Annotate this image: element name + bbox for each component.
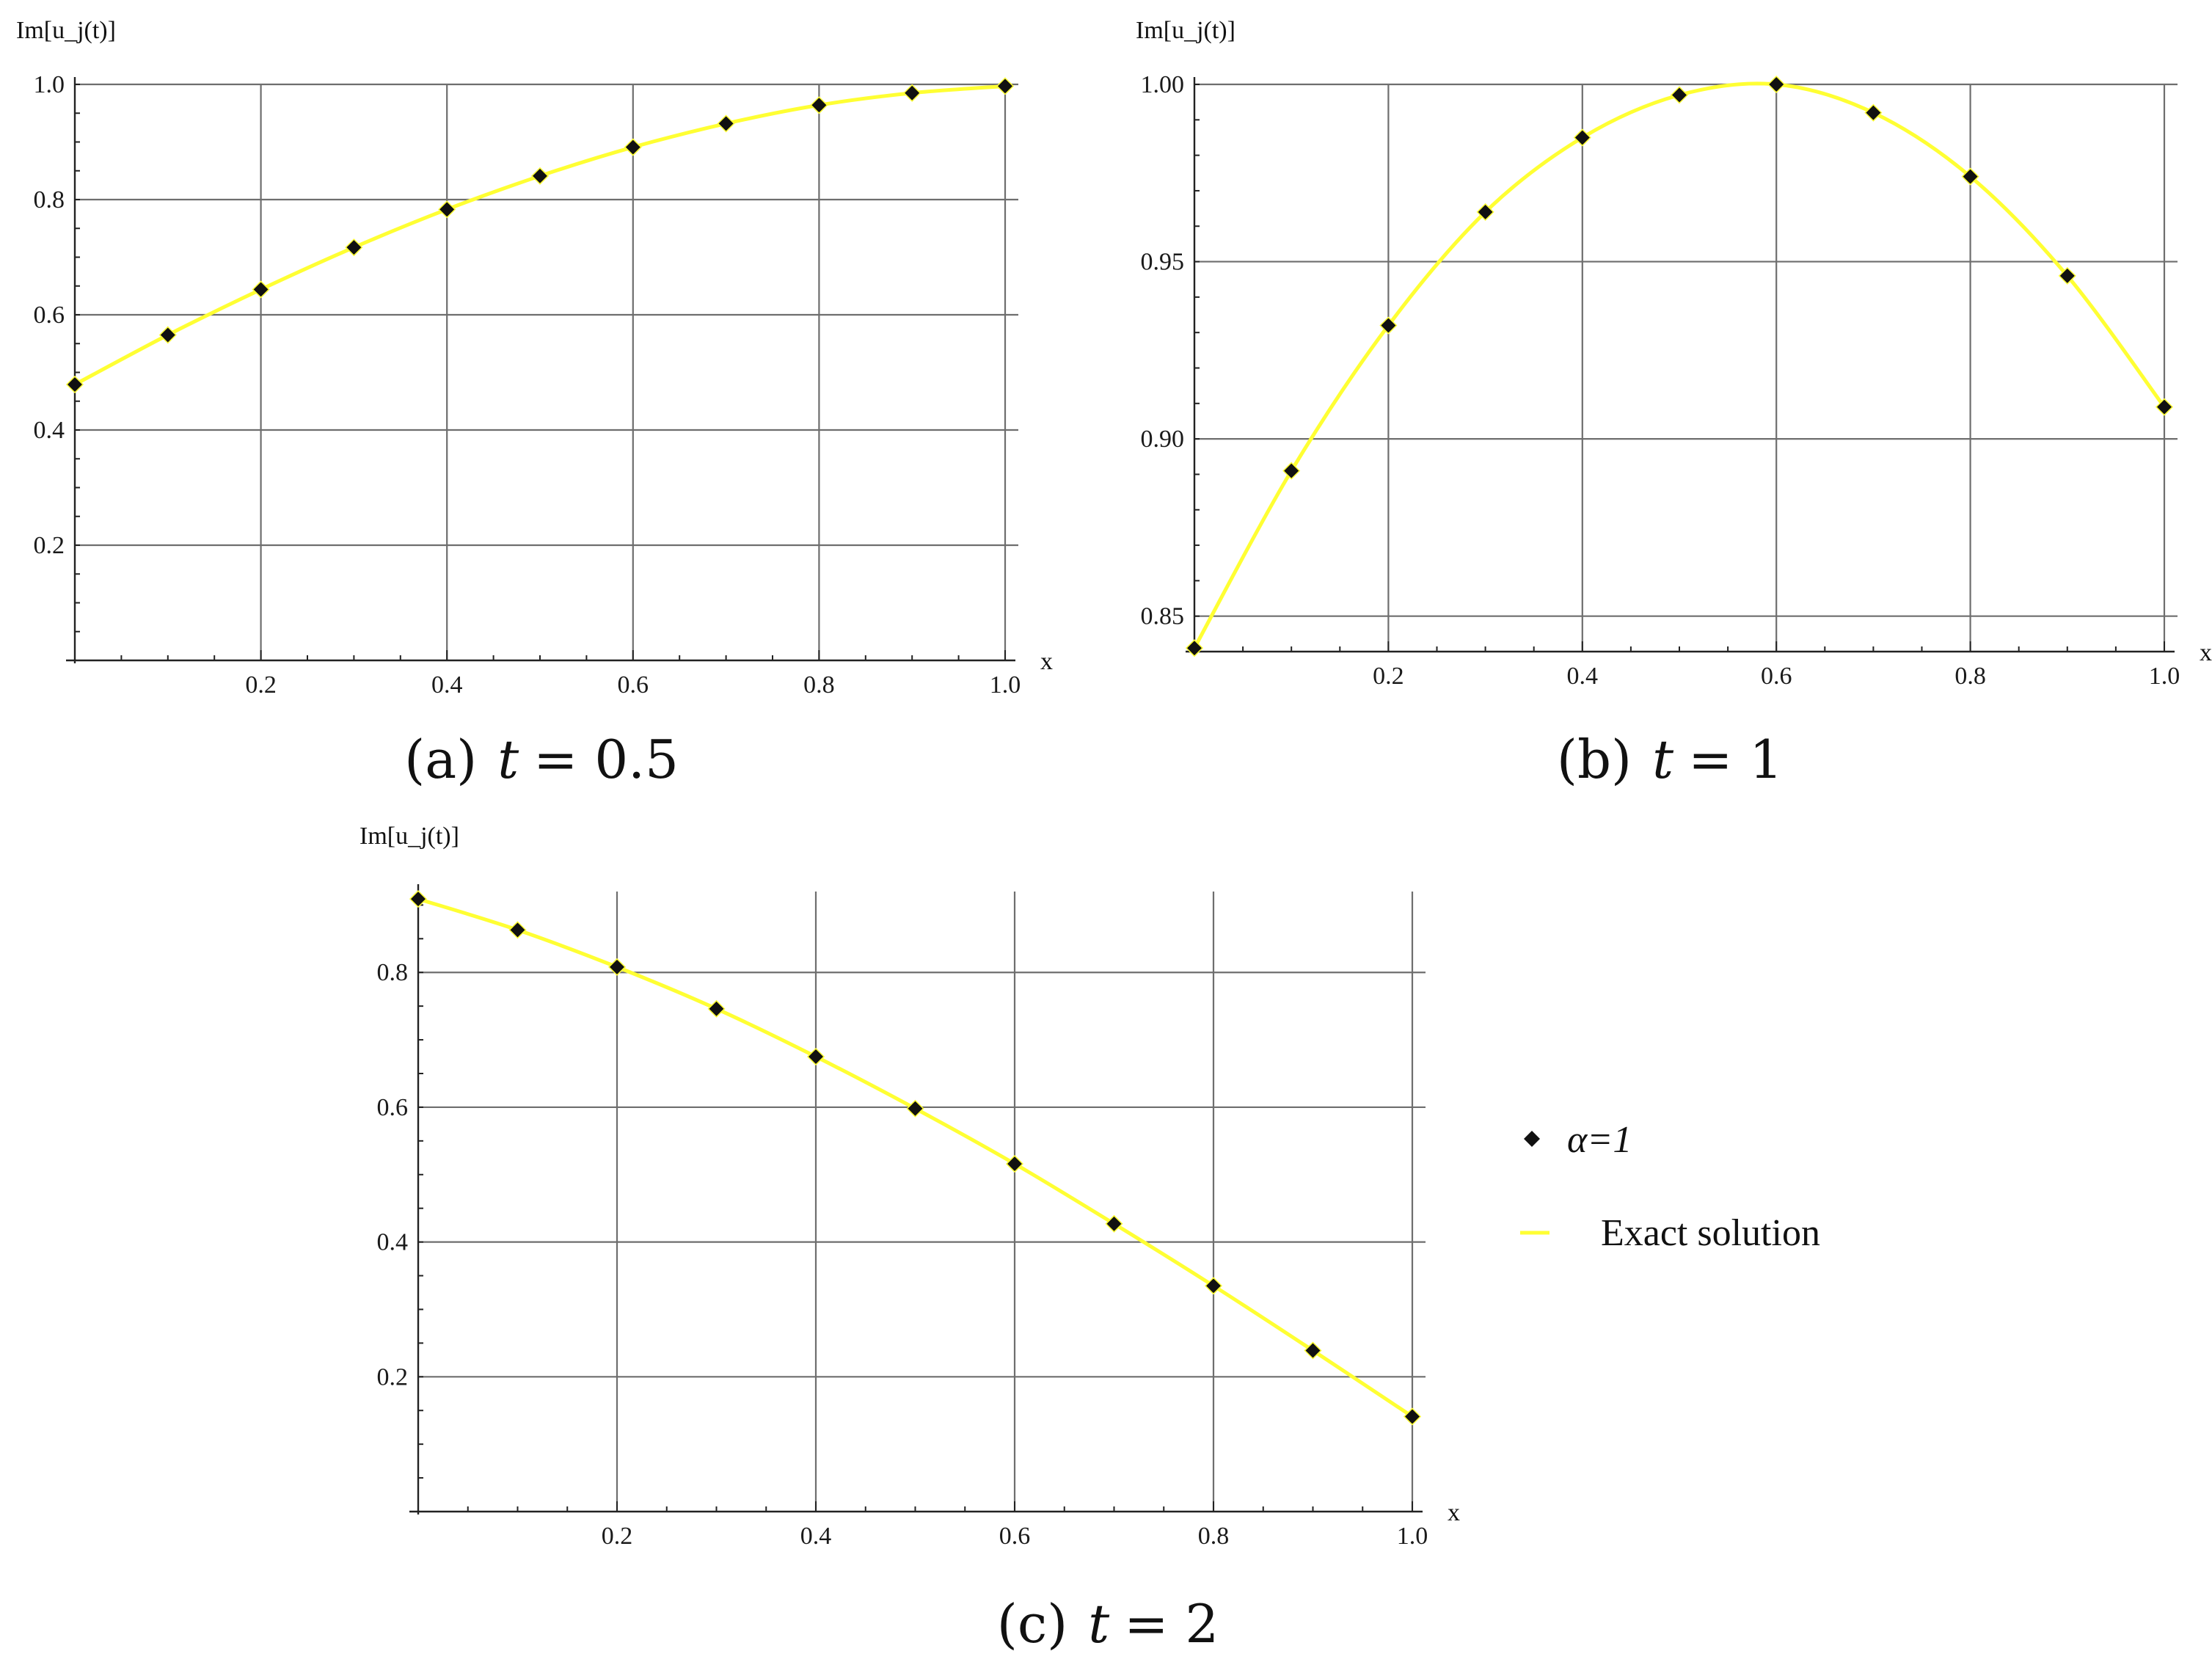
y-tick-label: 0.2 [376,1363,408,1391]
x-tick-label: 0.6 [1760,663,1792,690]
data-point-0-6 [1007,1156,1023,1172]
caption-var: t [1652,729,1674,790]
x-tick-label: 0.4 [800,1523,832,1550]
y-axis-label: Im[u_j(t)] [1136,17,1235,44]
data-point-0-6 [625,139,641,156]
data-point-0-2 [253,281,269,297]
y-tick-label: 0.8 [33,186,65,214]
data-point-0-5 [908,1101,924,1117]
y-tick-label: 0.95 [1140,248,1184,276]
data-point-0-4 [439,201,455,217]
x-tick-label: 0.4 [1566,663,1599,690]
data-point-0-4 [1574,129,1591,145]
data-point-0-4 [808,1049,824,1065]
y-tick-label: 0.85 [1140,602,1184,630]
series-line-1 [418,899,1412,1416]
caption-eq: = 1 [1688,729,1784,790]
data-point-0-9 [904,85,920,101]
data-point-0-0 [410,891,426,907]
panel-caption [997,1593,1219,1655]
data-point-0-3 [709,1001,725,1017]
x-tick-label: 0.2 [1373,663,1404,690]
series-line-1 [1194,84,2164,648]
panel-caption [404,729,679,790]
data-point-0-5 [1671,87,1687,103]
caption-eq: = 0.5 [533,729,679,790]
x-tick-label: 0.6 [617,671,649,699]
data-point-0-10 [997,78,1013,94]
legend [1520,1119,1820,1254]
y-axis-label: Im[u_j(t)] [16,17,116,44]
data-point-0-8 [811,97,827,113]
caption-prefix: (c) [996,1593,1068,1655]
legend-diamond-icon [1524,1131,1540,1147]
x-axis-label: x [1448,1499,1460,1526]
data-point-0-7 [1106,1216,1123,1232]
caption-prefix: (a) [404,729,478,790]
y-tick-label: 1.00 [1140,71,1184,98]
data-point-0-3 [346,239,362,255]
data-point-0-0 [67,376,83,393]
x-tick-label: 0.8 [1197,1523,1230,1550]
series-line-1 [75,86,1005,384]
x-tick-label: 0.4 [431,671,463,699]
x-axis-label: x [1040,648,1053,675]
y-tick-label: 0.4 [33,417,65,444]
x-tick-label: 0.8 [1954,663,1986,690]
panel-c [359,823,1460,1655]
panel-caption [1557,729,1783,790]
x-tick-label: 0.2 [245,671,277,699]
data-point-0-1 [510,922,526,938]
data-point-0-1 [160,327,176,343]
caption-var: t [497,729,519,790]
y-tick-label: 0.6 [33,302,65,329]
legend-label-points: α=1 [1567,1119,1632,1161]
panel-a [16,17,1053,790]
data-point-0-5 [532,168,548,184]
y-axis-label: Im[u_j(t)] [359,823,459,850]
x-axis-label: x [2200,639,2212,666]
x-tick-label: 0.6 [999,1523,1031,1550]
panel-b [1136,17,2212,790]
y-tick-label: 0.4 [376,1228,408,1256]
data-point-0-0 [1186,640,1202,656]
caption-prefix: (b) [1556,729,1632,790]
legend-label-exact: Exact solution [1601,1212,1820,1254]
x-tick-label: 1.0 [989,671,1021,699]
y-tick-label: 0.90 [1140,426,1184,453]
x-tick-label: 1.0 [2148,663,2180,690]
x-tick-label: 0.2 [601,1523,633,1550]
caption-var: t [1088,1593,1110,1655]
data-point-0-6 [1768,76,1784,92]
caption-eq: = 2 [1124,1593,1219,1655]
y-tick-label: 0.2 [33,532,65,559]
x-tick-label: 0.8 [803,671,835,699]
y-tick-label: 0.8 [376,959,408,987]
x-tick-label: 1.0 [1396,1523,1428,1550]
data-point-0-1 [1283,463,1299,479]
y-tick-label: 1.0 [33,71,65,98]
data-point-0-7 [1865,105,1881,121]
data-point-0-7 [718,115,734,131]
y-tick-label: 0.6 [376,1093,408,1121]
